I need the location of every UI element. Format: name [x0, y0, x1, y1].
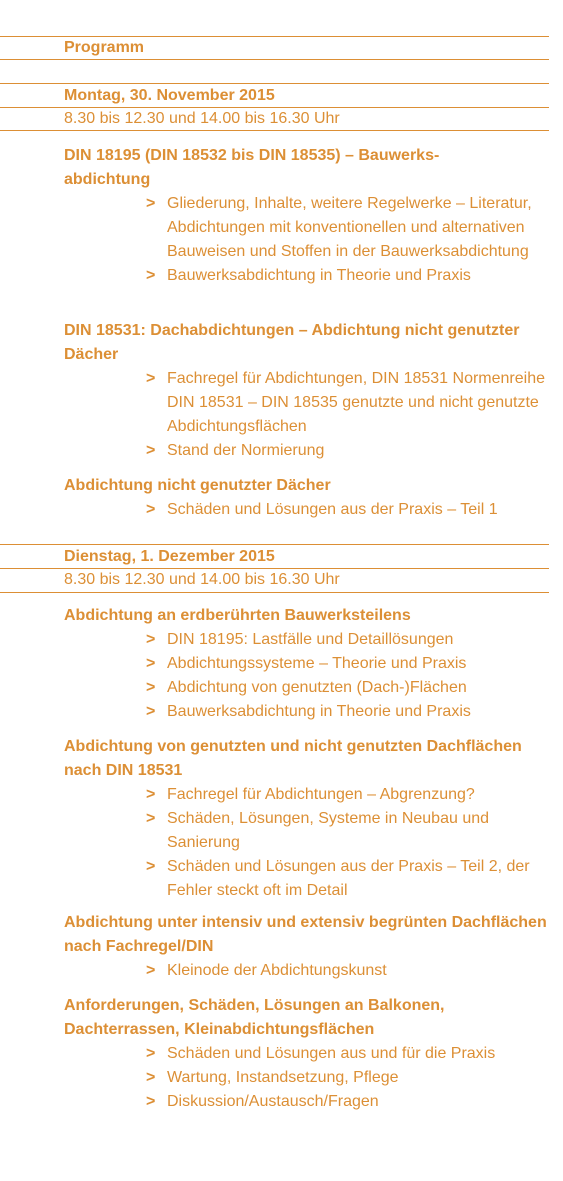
- bullet-text: Fachregel für Abdichtungen, DIN 18531 Normenreihe DIN 18531 – DIN 18535 genutzte und nicht genutzte Abdichtungsflächen: [167, 370, 545, 435]
- topic-title: Abdichtung unter intensiv und extensiv begrünten Dachflächen nach Fachregel/DIN: [64, 914, 547, 955]
- list-item: [64, 1066, 554, 1090]
- bullet-list: [64, 367, 554, 463]
- topic-title: Abdichtung nicht genutzter Dächer: [64, 477, 331, 494]
- bullet-list: [64, 628, 554, 724]
- bullet-text: Schäden und Lösungen aus der Praxis – Teil 1: [167, 501, 498, 518]
- rule: [0, 59, 549, 60]
- rule: [0, 544, 549, 545]
- list-item: [64, 498, 554, 522]
- bullet-text: Gliederung, Inhalte, weitere Regelwerke – Literatur, Abdichtungen mit konventionellen und alternativen Bauweisen und Stoffen in der Bauwerksabdichtung: [167, 195, 532, 260]
- bullet-marker: >: [146, 442, 156, 459]
- rule: [0, 107, 549, 108]
- list-item: [64, 1090, 554, 1114]
- bullet-text: Diskussion/Austausch/Fragen: [167, 1093, 379, 1110]
- bullet-marker: >: [146, 1093, 156, 1110]
- rule: [0, 130, 549, 131]
- list-item: [64, 439, 554, 463]
- topic: [64, 144, 554, 288]
- bullet-text: Bauwerksabdichtung in Theorie und Praxis: [167, 267, 471, 284]
- rule: [0, 568, 549, 569]
- list-item: [64, 855, 554, 903]
- bullet-list: [64, 959, 554, 983]
- topic-title-line: DIN 18195 (DIN 18532 bis DIN 18535) – Bauwerks-: [64, 147, 440, 164]
- bullet-text: Kleinode der Abdichtungskunst: [167, 962, 387, 979]
- bullet-text: Schäden und Lösungen aus der Praxis – Teil 2, der Fehler steckt oft im Detail: [167, 858, 530, 899]
- list-item: [64, 192, 554, 264]
- bullet-marker: >: [146, 370, 156, 387]
- bullet-text: DIN 18195: Lastfälle und Detaillösungen: [167, 631, 454, 648]
- bullet-marker: >: [146, 267, 156, 284]
- bullet-list: [64, 783, 554, 903]
- bullet-marker: >: [146, 810, 156, 827]
- topic-title: DIN 18531: Dachabdichtungen – Abdichtung nicht genutzter Dächer: [64, 322, 520, 363]
- day-time: 8.30 bis 12.30 und 14.00 bis 16.30 Uhr: [64, 110, 340, 127]
- bullet-marker: >: [146, 962, 156, 979]
- topic-title: Abdichtung an erdberührten Bauwerksteilens: [64, 607, 411, 624]
- bullet-marker: >: [146, 1045, 156, 1062]
- bullet-text: Wartung, Instandsetzung, Pflege: [167, 1069, 399, 1086]
- list-item: [64, 1042, 554, 1066]
- topic: [64, 994, 554, 1114]
- bullet-marker: >: [146, 501, 156, 518]
- topic: [64, 474, 554, 522]
- topic-title: [64, 144, 554, 192]
- topic: [64, 604, 554, 724]
- bullet-marker: >: [146, 1069, 156, 1086]
- day-date: Dienstag, 1. Dezember 2015: [64, 548, 275, 565]
- list-item: [64, 367, 554, 439]
- rule: [0, 83, 549, 84]
- bullet-text: Abdichtung von genutzten (Dach-)Flächen: [167, 679, 467, 696]
- topic-title: Anforderungen, Schäden, Lösungen an Balkonen, Dachterrassen, Kleinabdichtungsflächen: [64, 997, 445, 1038]
- bullet-list: [64, 1042, 554, 1114]
- bullet-text: Schäden, Lösungen, Systeme in Neubau und Sanierung: [167, 810, 490, 851]
- topic-title-line: abdichtung: [64, 171, 151, 188]
- bullet-text: Abdichtungssysteme – Theorie und Praxis: [167, 655, 467, 672]
- topic: [64, 319, 554, 463]
- list-item: [64, 652, 554, 676]
- bullet-marker: >: [146, 631, 156, 648]
- list-item: [64, 676, 554, 700]
- rule: [0, 36, 549, 37]
- bullet-marker: >: [146, 703, 156, 720]
- bullet-marker: >: [146, 858, 156, 875]
- topic: [64, 911, 554, 983]
- bullet-list: [64, 192, 554, 288]
- rule: [0, 592, 549, 593]
- bullet-marker: >: [146, 786, 156, 803]
- bullet-list: [64, 498, 554, 522]
- list-item: [64, 628, 554, 652]
- bullet-text: Fachregel für Abdichtungen – Abgrenzung?: [167, 786, 475, 803]
- list-item: [64, 783, 554, 807]
- bullet-marker: >: [146, 679, 156, 696]
- bullet-marker: >: [146, 655, 156, 672]
- program-label: Programm: [64, 39, 145, 56]
- list-item: [64, 700, 554, 724]
- list-item: [64, 959, 554, 983]
- bullet-marker: >: [146, 195, 156, 212]
- topic-title: Abdichtung von genutzten und nicht genutzten Dachflächen nach DIN 18531: [64, 738, 522, 779]
- list-item: [64, 264, 554, 288]
- bullet-text: Schäden und Lösungen aus und für die Praxis: [167, 1045, 496, 1062]
- bullet-text: Stand der Normierung: [167, 442, 325, 459]
- topic: [64, 735, 554, 903]
- day-time: 8.30 bis 12.30 und 14.00 bis 16.30 Uhr: [64, 571, 340, 588]
- bullet-text: Bauwerksabdichtung in Theorie und Praxis: [167, 703, 471, 720]
- list-item: [64, 807, 554, 855]
- day-date: Montag, 30. November 2015: [64, 87, 275, 104]
